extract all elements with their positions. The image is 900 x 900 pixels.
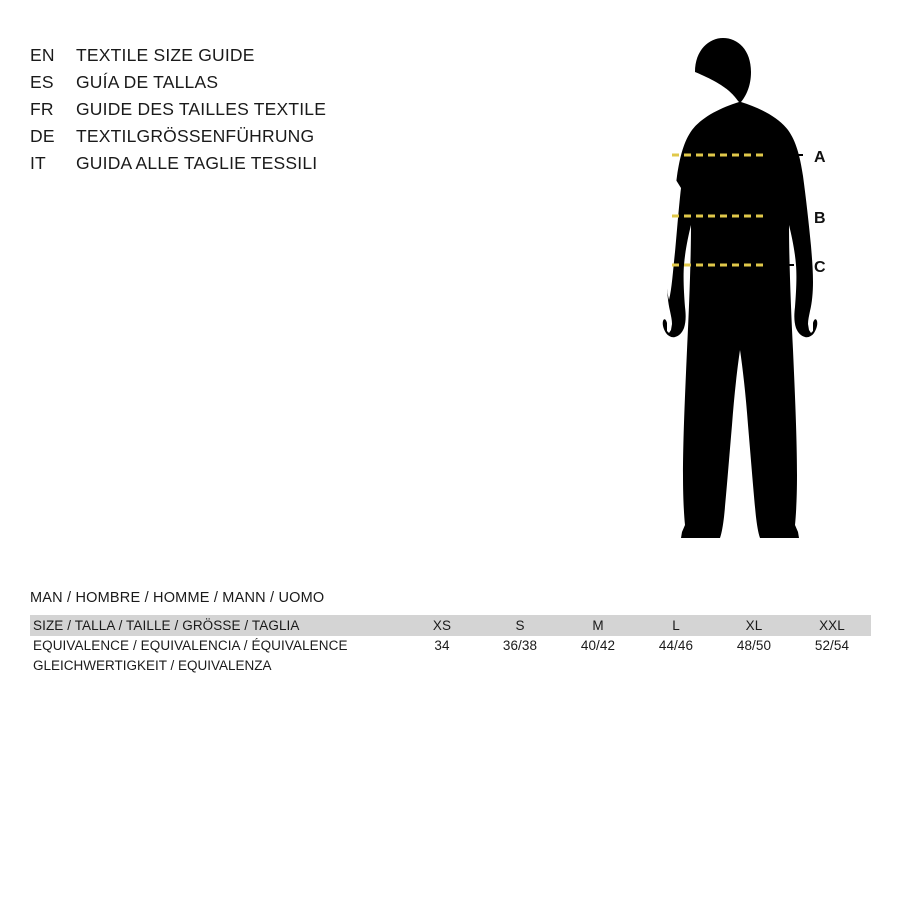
language-code-it: IT <box>30 153 46 173</box>
size-cell-m: M <box>559 615 637 636</box>
size-row-label: SIZE / TALLA / TAILLE / GRÖSSE / TAGLIA <box>30 615 403 636</box>
measure-label-c: C <box>814 259 826 276</box>
equivalence-cell-xxl: 52/54 <box>814 638 850 653</box>
equivalence-cell-s: 36/38 <box>502 638 538 653</box>
equivalence-cell-m: 40/42 <box>580 638 616 653</box>
equivalence-row-label: EQUIVALENCE / EQUIVALENCIA / ÉQUIVALENCE <box>33 638 348 653</box>
language-code-en: EN <box>30 45 55 65</box>
language-code-fr: FR <box>30 99 54 119</box>
measurement-figure <box>600 20 880 560</box>
title-row-es <box>30 69 460 96</box>
title-row-en <box>30 42 460 69</box>
title-row-fr <box>30 96 460 123</box>
title-text-en: TEXTILE SIZE GUIDE <box>76 45 255 65</box>
language-code-es: ES <box>30 72 54 92</box>
male-silhouette-icon <box>663 38 818 538</box>
title-text-fr: GUIDE DES TAILLES TEXTILE <box>76 99 327 119</box>
equivalence-cell-l: 44/46 <box>658 638 694 653</box>
table-row-equivalence <box>30 636 871 656</box>
title-text-it: GUIDA ALLE TAGLIE TESSILI <box>76 153 318 173</box>
equivalence-cell-xs: 34 <box>434 638 450 653</box>
title-text-de: TEXTILGRÖSSENFÜHRUNG <box>76 126 315 146</box>
size-cell-xl: XL <box>715 615 793 636</box>
table-heading: MAN / HOMBRE / HOMME / MANN / UOMO <box>30 590 325 606</box>
measure-label-b: B <box>814 210 826 227</box>
size-cell-l: L <box>637 615 715 636</box>
table-row-sizes <box>30 615 871 636</box>
size-table-section <box>30 590 870 675</box>
size-cell-xxl: XXL <box>793 615 871 636</box>
title-block <box>30 42 460 177</box>
size-cell-xs: XS <box>403 615 481 636</box>
equivalence-cell-xl: 48/50 <box>736 638 772 653</box>
size-cell-s: S <box>481 615 559 636</box>
measure-label-a: A <box>814 149 826 166</box>
size-table <box>30 615 871 656</box>
language-code-de: DE <box>30 126 55 146</box>
title-row-de <box>30 123 460 150</box>
title-row-it <box>30 150 460 177</box>
equivalence-row-label-line2: GLEICHWERTIGKEIT / EQUIVALENZA <box>33 658 272 673</box>
title-text-es: GUÍA DE TALLAS <box>76 72 219 92</box>
